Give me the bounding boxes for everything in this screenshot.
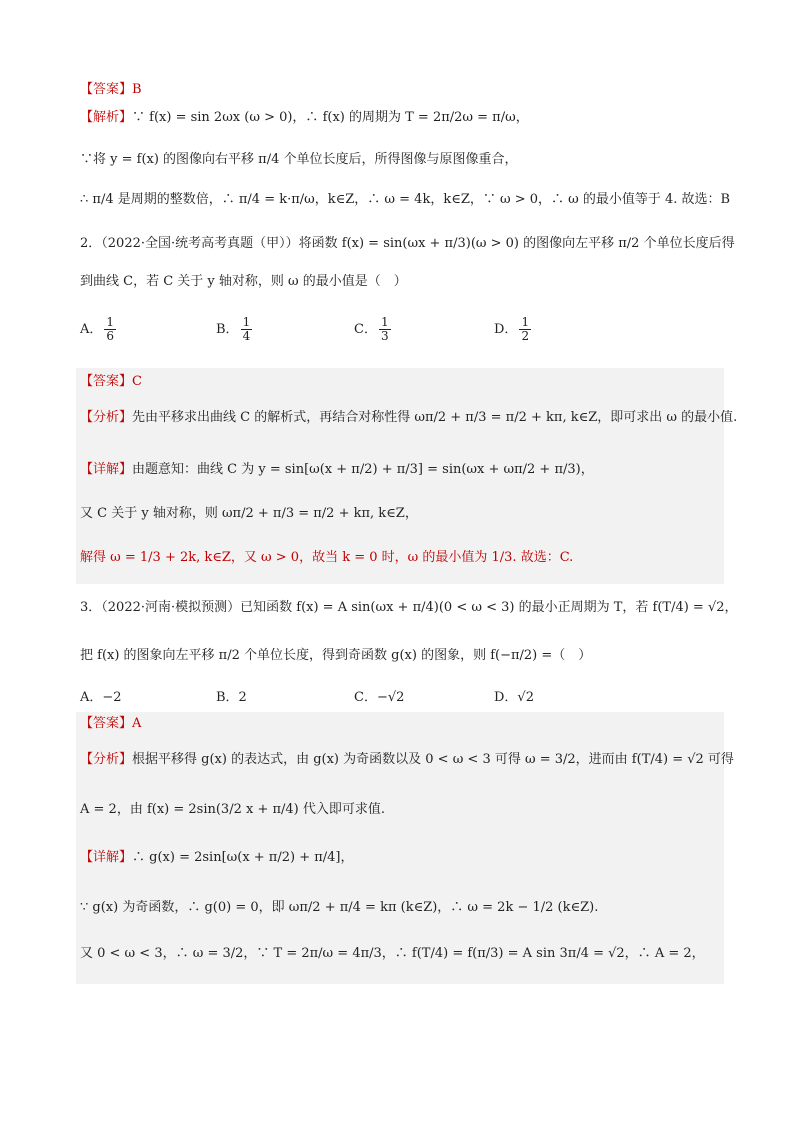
q1-analysis-line1	[80, 108, 529, 128]
q3-detail-text1: ∴ g(x) = 2sin[ω(x + π/2) + π/4]，	[132, 850, 354, 865]
q3-detail-line2: ∵ g(x) 为奇函数，∴ g(0) = 0，即 ωπ/2 + π/4 = kπ (k∈Z)，∴ ω = 2k − 1/2 (k∈Z).	[80, 900, 599, 915]
q2-analysis-label: 【分析】	[80, 410, 133, 425]
q2-option-c[interactable]	[354, 316, 393, 343]
q2-detail-label: 【详解】	[80, 462, 133, 477]
q2-option-c-num: 1	[380, 315, 389, 329]
q3-detail-line1	[80, 848, 354, 868]
q2-answer: 【答案】C	[80, 374, 142, 389]
q1-answer: 【答案】B	[80, 82, 142, 97]
q2-option-d-num: 1	[521, 315, 530, 329]
q2-detail-line3: 解得 ω = 1/3 + 2k, k∈Z，又 ω > 0，故当 k = 0 时，ω 的最小值为 1/3. 故选：C.	[80, 550, 574, 565]
q2-option-d-frac	[519, 316, 531, 343]
q2-stem-line1: 2．（2022·全国·统考高考真题（甲））将函数 f(x) = sin(ωx + π/3)(ω > 0) 的图像向左平移 π/2 个单位长度后得	[80, 236, 735, 251]
q2-option-b-num: 1	[242, 315, 251, 329]
q2-option-a[interactable]	[80, 316, 118, 343]
q2-detail-line1	[80, 460, 594, 480]
q2-option-a-frac	[104, 316, 116, 343]
q2-option-b-den: 4	[242, 329, 251, 343]
q2-detail-line2: 又 C 关于 y 轴对称，则 ωπ/2 + π/3 = π/2 + kπ, k∈Z，	[80, 506, 418, 521]
q3-analysis-text1: 根据平移得 g(x) 的表达式，由 g(x) 为奇函数以及 0 < ω < 3 可得 ω = 3/2，进而由 f(T/4) = √2 可得	[132, 752, 734, 767]
q3-analysis-label: 【分析】	[80, 752, 133, 767]
q3-option-d[interactable]: D．√2	[494, 690, 534, 705]
q3-detail-line3: 又 0 < ω < 3，∴ ω = 3/2，∵ T = 2π/ω = 4π/3，∴ f(T/4) = f(π/3) = A sin 3π/4 = √2，∴ A = 2，	[80, 946, 705, 961]
q1-analysis-label: 【解析】	[80, 110, 133, 125]
q3-analysis-line2: A = 2，由 f(x) = 2sin(3/2 x + π/4) 代入即可求值.	[80, 802, 386, 817]
q3-answer: 【答案】A	[80, 716, 142, 731]
q2-option-b[interactable]	[216, 316, 254, 343]
q2-option-a-num: 1	[106, 315, 115, 329]
q2-option-d[interactable]	[494, 316, 533, 343]
q3-option-a[interactable]: A．−2	[80, 690, 122, 705]
q3-analysis-line1	[80, 750, 734, 770]
q2-option-c-label: C．	[354, 322, 377, 337]
q2-option-d-label: D．	[494, 322, 518, 337]
q2-detail-text1: 由题意知：曲线 C 为 y = sin[ω(x + π/2) + π/3] = sin(ωx + ωπ/2 + π/3)，	[132, 462, 594, 477]
q2-analysis	[80, 408, 737, 428]
q3-option-b[interactable]: B．2	[216, 690, 247, 705]
q2-option-c-frac	[379, 316, 391, 343]
q2-option-b-frac	[241, 316, 253, 343]
q2-option-a-den: 6	[106, 329, 115, 343]
q2-stem-line2: 到曲线 C，若 C 关于 y 轴对称，则 ω 的最小值是（ ）	[80, 274, 407, 289]
q2-option-c-den: 3	[380, 329, 389, 343]
q3-option-c[interactable]: C．−√2	[354, 690, 405, 705]
q2-option-a-label: A．	[80, 322, 103, 337]
q2-option-d-den: 2	[521, 329, 530, 343]
q3-stem-line1: 3．（2022·河南·模拟预测）已知函数 f(x) = A sin(ωx + π/4)(0 < ω < 3) 的最小正周期为 T，若 f(T/4) = √2，	[80, 600, 738, 615]
q1-analysis-line2: ∵将 y = f(x) 的图像向右平移 π/4 个单位长度后，所得图像与原图像重合，	[80, 152, 518, 167]
q3-detail-label: 【详解】	[80, 850, 133, 865]
q2-analysis-text: 先由平移求出曲线 C 的解析式，再结合对称性得 ωπ/2 + π/3 = π/2 + kπ, k∈Z，即可求出 ω 的最小值.	[132, 410, 738, 425]
q3-stem-line2: 把 f(x) 的图象向左平移 π/2 个单位长度，得到奇函数 g(x) 的图象，则 f(−π/2) =（ ）	[80, 648, 592, 663]
q2-option-b-label: B．	[216, 322, 239, 337]
q1-analysis-line3: ∴ π/4 是周期的整数倍，∴ π/4 = k·π/ω，k∈Z，∴ ω = 4k，k∈Z，∵ ω > 0，∴ ω 的最小值等于 4. 故选：B	[80, 192, 731, 207]
q1-analysis-text1: ∵ f(x) = sin 2ωx (ω > 0)，∴ f(x) 的周期为 T = 2π/2ω = π/ω，	[132, 110, 529, 125]
